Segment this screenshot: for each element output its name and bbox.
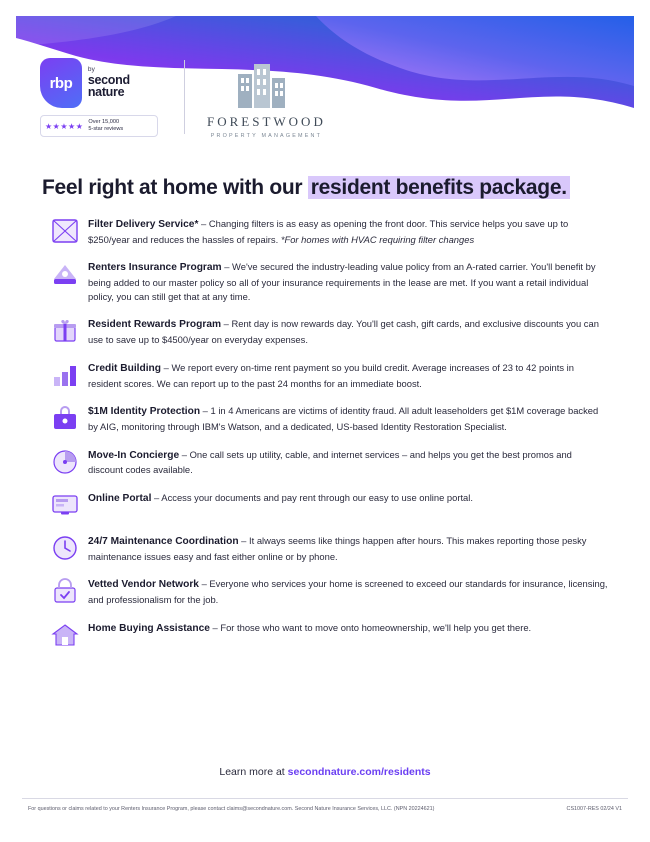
logo-divider	[184, 60, 185, 134]
list-item-body: – For those who want to move onto homeownership, we'll help you get there.	[209, 621, 532, 633]
headline-highlight: resident benefits package.	[308, 176, 570, 199]
building-icon	[207, 60, 326, 108]
rbp-logo	[40, 58, 162, 137]
learn-more-link[interactable]: secondnature.com/residents	[287, 766, 431, 778]
property-manager-logo	[207, 58, 326, 139]
list-item-text	[88, 401, 608, 433]
reviews-count: Over 15,000	[88, 119, 120, 126]
list-item	[42, 531, 608, 563]
property-manager-subtitle: PROPERTY MANAGEMENT	[210, 133, 323, 139]
list-item-title: Filter Delivery Service*	[88, 219, 199, 230]
list-item-title: Renters Insurance Program	[88, 262, 222, 274]
list-item-text	[88, 445, 608, 477]
list-item-body: – Everyone who services your home is screened to exceed our standards for insurance, licensing, and professionalism for the job.	[88, 578, 608, 606]
list-item-text	[88, 574, 608, 606]
list-item-title: Vetted Vendor Network	[88, 579, 199, 591]
list-item-title: Move-In Concierge	[88, 449, 180, 461]
logo-row	[40, 58, 326, 139]
online-portal-icon	[50, 490, 80, 520]
list-item	[42, 574, 608, 606]
insurance-shield-icon	[50, 259, 80, 289]
list-item-title: Credit Building	[88, 362, 162, 374]
list-item	[42, 257, 608, 303]
list-item	[42, 401, 608, 433]
footer-divider	[22, 798, 628, 799]
list-item	[42, 488, 608, 520]
list-item-text	[88, 257, 608, 303]
identity-protection-icon	[50, 403, 80, 433]
rbp-badge-label: rbp	[49, 74, 73, 92]
page-title	[42, 176, 620, 200]
list-item-note: *For homes with HVAC requiring filter changes	[280, 233, 475, 245]
gift-icon	[50, 316, 80, 346]
list-item-title: Online Portal	[88, 493, 152, 505]
list-item-text	[88, 214, 608, 246]
list-item	[42, 314, 608, 346]
list-item-title: $1M Identity Protection	[88, 406, 201, 418]
list-item-text	[88, 488, 608, 507]
building-icon-svg	[230, 60, 302, 108]
list-item-text	[88, 314, 608, 346]
list-item-body: – We report every on-time rent payment so you build credit. Average increases of 23 to 42 points in resident scores. We can report up to the past 24 months for an immediate boost.	[88, 361, 574, 389]
list-item	[42, 358, 608, 390]
list-item-body: – We've secured the industry-leading value policy from an A-rated carrier. You'll benefit by being added to our master policy so all of your insurance requirements in the lease are met. If you want a retail individual policy, you can still get that at any time.	[88, 261, 596, 302]
list-item-body: – Changing filters is as easy as opening the front door. This service helps you save up to $250/year and reduces the hassles of repairs.	[88, 218, 569, 245]
learn-more	[0, 766, 650, 778]
list-item-text	[88, 358, 608, 390]
list-item	[42, 214, 608, 246]
reviews-label: 5-star reviews	[88, 126, 124, 132]
filter-icon	[50, 216, 80, 246]
benefits-list	[42, 214, 608, 661]
list-item-title: Resident Rewards Program	[88, 319, 222, 331]
credit-building-icon	[50, 360, 80, 390]
list-item	[42, 618, 608, 650]
footer	[28, 806, 622, 812]
footer-doc-code: CS1007-RES 02/24 V1	[566, 806, 622, 812]
home-buying-icon	[50, 620, 80, 650]
rbp-badge-icon	[40, 58, 82, 108]
vetted-vendor-icon	[50, 576, 80, 606]
list-item-body: – Access your documents and pay rent through our easy to use online portal.	[151, 492, 473, 504]
list-item-body: – Rent day is now rewards day. You'll get cash, gift cards, and exclusive discounts you can use to save up to $4500/year on everyday expenses.	[88, 318, 599, 346]
reviews-badge	[40, 115, 158, 137]
list-item-body: – 1 in 4 Americans are victims of identity fraud. All adult leaseholders get $1M coverage backed by AIG, monitoring through IBM's Watson, and a dedicated, US-based Identity Restoration Specialist.	[88, 405, 599, 433]
property-manager-name: FORESTWOOD	[207, 114, 326, 129]
list-item-text	[88, 618, 608, 637]
brand-by-label: by	[87, 66, 96, 74]
learn-more-prefix: Learn more at	[219, 766, 288, 778]
list-item-title: Home Buying Assistance	[88, 622, 210, 634]
star-rating-icon: ★★★★★	[45, 121, 84, 131]
clock-icon	[50, 533, 80, 563]
list-item	[42, 445, 608, 477]
list-item-body: – One call sets up utility, cable, and internet services – and helps you get the best promos and discount codes available.	[88, 448, 572, 476]
move-in-concierge-icon	[50, 447, 80, 477]
brand-company-name: second nature	[87, 72, 130, 100]
list-item-text	[88, 531, 608, 563]
headline-lead: Feel right at home with our	[42, 176, 308, 199]
list-item-title: 24/7 Maintenance Coordination	[88, 536, 239, 548]
list-item-body: – It always seems like things happen after hours. This makes reporting those pesky maintenance issues easy and fast either online or by phone.	[88, 535, 587, 562]
footer-legal: For questions or claims related to your Renters Insurance Program, please contact claims@secondnature.com. Second Nature Insurance Services, LLC. (NPN 20224621)	[28, 806, 435, 812]
